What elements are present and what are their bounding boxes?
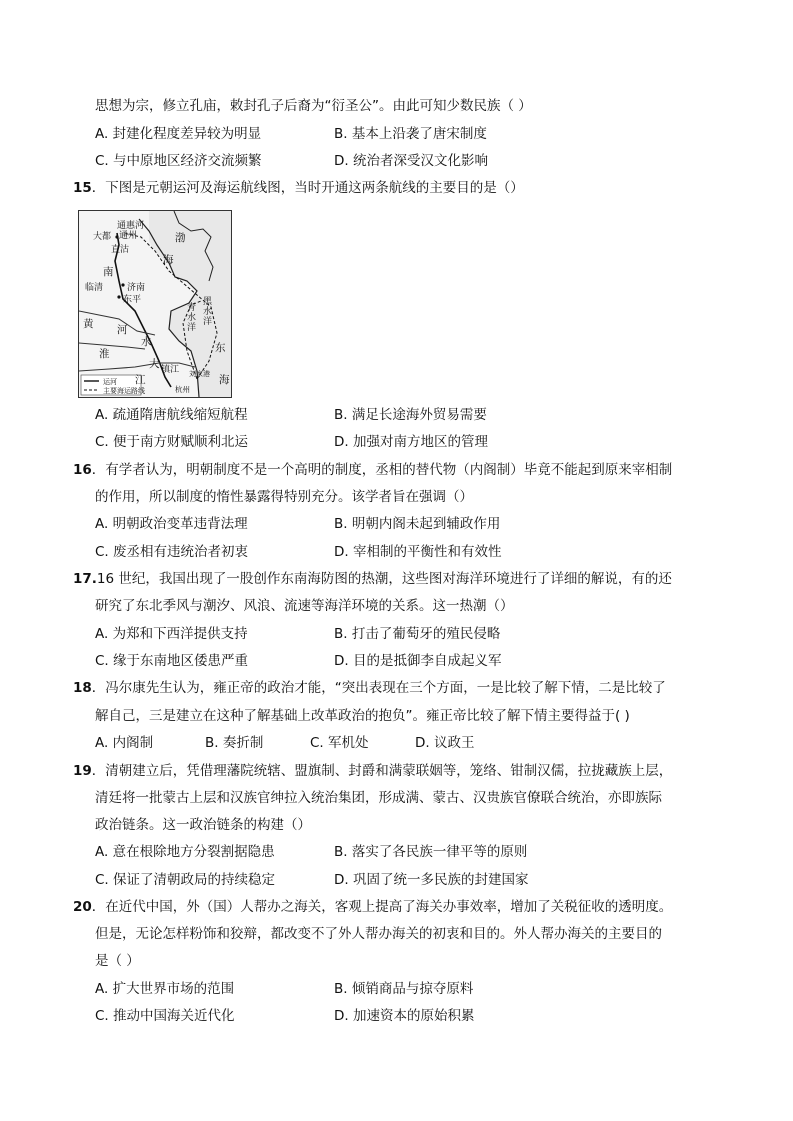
q16-number: 16 xyxy=(73,462,92,478)
q17-stem-line-2: 研究了东北季风与潮汐、风浪、流速等海洋环境的关系。这一热潮（） xyxy=(95,598,514,614)
q14-option-a[interactable]: A. 封建化程度差异较为明显 xyxy=(95,126,262,142)
q18-stem-line-1 xyxy=(73,679,666,697)
q20-stem-line-1 xyxy=(73,898,672,916)
label-jiang: 江 xyxy=(135,374,146,386)
q15-stem xyxy=(73,179,524,197)
yuan-canal-map xyxy=(78,210,232,398)
label-bo: 渤 xyxy=(175,232,186,244)
q14-option-d[interactable]: D. 统治者深受汉文化影响 xyxy=(334,153,488,169)
label-tongzhou: 通州 xyxy=(119,231,138,241)
q17-option-d[interactable]: D. 目的是抵御李自成起义军 xyxy=(334,653,502,669)
q16-option-c[interactable]: C. 废丞相有违统治者初衷 xyxy=(95,544,249,560)
legend-sea-route-label: 主要海运路线 xyxy=(103,387,145,395)
label-hai-1: 海 xyxy=(163,254,174,266)
label-zhigu: 直沽 xyxy=(111,245,130,255)
q16-option-d[interactable]: D. 宰相制的平衡性和有效性 xyxy=(334,544,502,560)
q15-stem-text: ．下图是元朝运河及海运航线图，当时开通这两条航线的主要目的是（） xyxy=(91,180,524,196)
q20-option-a[interactable]: A. 扩大世界市场的范围 xyxy=(95,981,235,997)
q19-stem-line-2: 清廷将一批蒙古上层和汉族官绅拉入统治集团，形成满、蒙古、汉贵族官僚联合统治，亦即族际 xyxy=(95,790,662,806)
q17-number: 17. xyxy=(73,571,97,587)
label-hangzhou: 杭州 xyxy=(175,385,190,394)
label-dong: 东 xyxy=(215,342,226,354)
q20-option-c[interactable]: C. 推动中国海关近代化 xyxy=(95,1008,235,1024)
q19-option-a[interactable]: A. 意在根除地方分裂割据隐患 xyxy=(95,844,275,860)
label-fuqing: 镇江 xyxy=(161,365,180,375)
legend-canal-label: 运河 xyxy=(103,378,117,386)
q17-option-b[interactable]: B. 打击了葡萄牙的殖民侵略 xyxy=(334,626,501,642)
q17-stem-line-1 xyxy=(73,570,672,588)
q20-number: 20 xyxy=(73,899,92,915)
q19-stem-line-3: 政治链条。这一政治链条的构建（） xyxy=(95,817,311,833)
label-hai-2: 海 xyxy=(219,374,230,386)
q16-stem-line-2: 的作用，所以制度的惰性暴露得特别充分。该学者旨在强调（） xyxy=(95,489,473,505)
q16-stem-text-1: ．有学者认为，明朝制度不是一个高明的制度，丞相的替代物（内阁制）毕竟不能起到原来宰相制 xyxy=(91,462,673,478)
q19-option-d[interactable]: D. 巩固了统一多民族的封建国家 xyxy=(334,872,529,888)
q18-option-c[interactable]: C. 军机处 xyxy=(310,735,369,751)
label-huai: 淮 xyxy=(99,348,110,360)
label-nan: 南 xyxy=(103,266,114,278)
q19-stem-line-1 xyxy=(73,762,672,780)
q16-option-b[interactable]: B. 明朝内阁未起到辅政作用 xyxy=(334,516,501,532)
q20-stem-text-1: ．在近代中国，外（国）人帮办之海关，客观上提高了海关办事效率，增加了关税征收的透明度。 xyxy=(91,899,673,915)
q18-option-a[interactable]: A. 内阁制 xyxy=(95,735,154,751)
label-dadu: 大都 xyxy=(93,232,112,242)
label-shui: 水 xyxy=(141,336,152,348)
q15-option-b[interactable]: B. 满足长途海外贸易需要 xyxy=(334,407,487,423)
label-qingshui: 青水洋 xyxy=(187,303,197,333)
label-dongping: 东平 xyxy=(123,295,142,305)
q19-number: 19 xyxy=(73,763,92,779)
q20-option-d[interactable]: D. 加速资本的原始积累 xyxy=(334,1008,475,1024)
label-liujia: 刘家港 xyxy=(189,370,210,378)
label-linqing: 临清 xyxy=(85,283,104,293)
label-jinan: 济南 xyxy=(127,283,146,293)
q17-option-a[interactable]: A. 为郑和下西洋提供支持 xyxy=(95,626,248,642)
q15-option-a[interactable]: A. 疏通隋唐航线缩短航程 xyxy=(95,407,248,423)
q16-option-a[interactable]: A. 明朝政治变革违背法理 xyxy=(95,516,248,532)
q20-stem-line-3: 是（ ） xyxy=(95,953,140,969)
label-da: 大 xyxy=(149,358,160,370)
q17-stem-text-1: 16 世纪，我国出现了一股创作东南海防图的热潮，这些图对海洋环境进行了详细的解说，有的还 xyxy=(96,571,672,587)
q20-option-b[interactable]: B. 倾销商品与掠夺原料 xyxy=(334,981,474,997)
q15-number: 15 xyxy=(73,180,92,196)
q16-stem-line-1 xyxy=(73,461,672,479)
q18-stem-text-1: ．冯尔康先生认为，雍正帝的政治才能，“突出表现在三个方面，一是比较了解下情，二是比较了 xyxy=(91,680,666,696)
q15-option-c[interactable]: C. 便于南方财赋顺利北运 xyxy=(95,434,249,450)
label-he: 河 xyxy=(117,324,128,336)
label-heishui: 黑水洋 xyxy=(203,297,213,327)
q14-option-b[interactable]: B. 基本上沿袭了唐宋制度 xyxy=(334,126,487,142)
q20-stem-line-2: 但是，无论怎样粉饰和狡辩，都改变不了外人帮办海关的初衷和目的。外人帮办海关的主要目的 xyxy=(95,926,662,942)
q19-option-c[interactable]: C. 保证了清朝政局的持续稳定 xyxy=(95,872,276,888)
q17-option-c[interactable]: C. 缘于东南地区倭患严重 xyxy=(95,653,249,669)
q18-option-d[interactable]: D. 议政王 xyxy=(415,735,475,751)
label-huang: 黄 xyxy=(83,318,94,330)
q15-option-d[interactable]: D. 加强对南方地区的管理 xyxy=(334,434,488,450)
q14-stem-continuation: 思想为宗，修立孔庙，敕封孔子后裔为“衍圣公”。由此可知少数民族（ ） xyxy=(95,98,532,114)
q18-stem-line-2: 解自己，三是建立在这种了解基础上改革政治的抱负”。雍正帝比较了解下情主要得益于( ) xyxy=(95,708,630,724)
q18-number: 18 xyxy=(73,680,92,696)
q19-option-b[interactable]: B. 落实了各民族一律平等的原则 xyxy=(334,844,528,860)
q14-option-c[interactable]: C. 与中原地区经济交流频繁 xyxy=(95,153,262,169)
q19-stem-text-1: ．清朝建立后，凭借理藩院统辖、盟旗制、封爵和满蒙联姻等，笼络、钳制汉儒，拉拢藏族上层， xyxy=(91,763,673,779)
q18-option-b[interactable]: B. 奏折制 xyxy=(205,735,264,751)
label-tonghui: 通惠河 xyxy=(117,221,145,231)
